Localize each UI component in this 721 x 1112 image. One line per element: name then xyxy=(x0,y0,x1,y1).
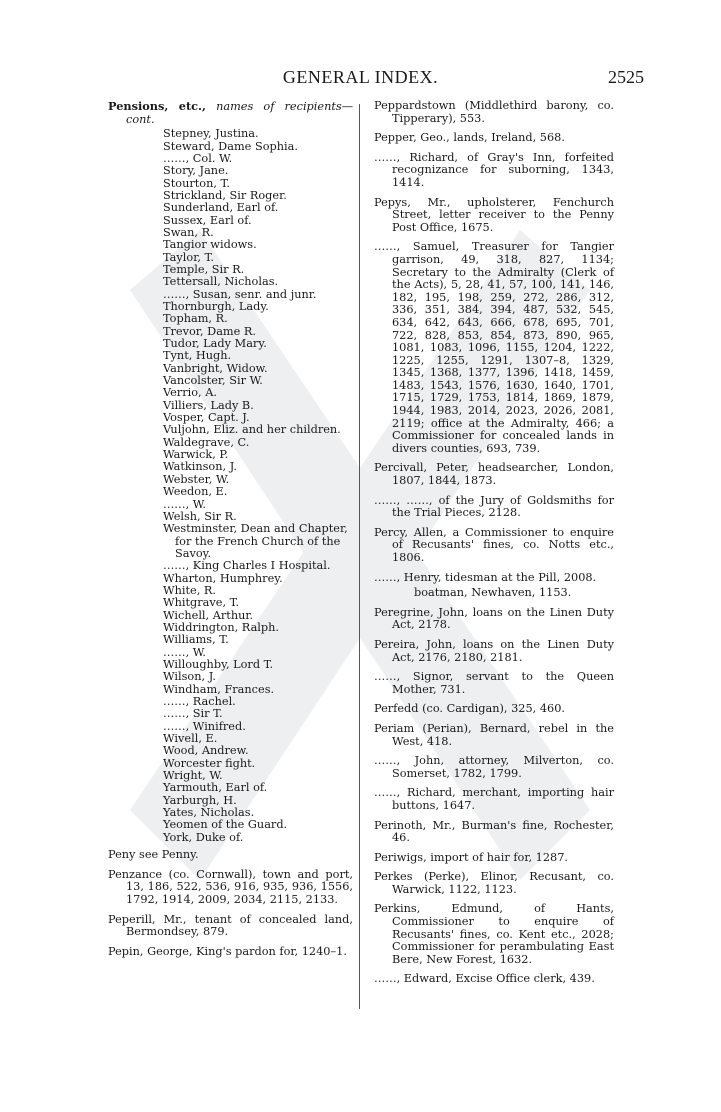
index-entry: ……, Henry, tidesman at the Pill, 2008. xyxy=(374,570,597,584)
list-item: Stourton, T. xyxy=(163,176,231,190)
left-column xyxy=(108,100,353,965)
list-item: Vancolster, Sir W. xyxy=(163,374,263,388)
list-item: Vuljohn, Eliz. and her children. xyxy=(163,423,341,437)
index-entry: Perkes (Perke), Elinor, Recusant, co. Warwick, 1122, 1123. xyxy=(374,870,614,896)
list-item: Welsh, Sir R. xyxy=(163,509,237,523)
index-entry: Penzance (co. Cornwall), town and port, 13, 186, 522, 536, 916, 935, 936, 1556, 1792, 1914, 2009, 2034, 2115, 2133. xyxy=(108,867,353,906)
list-item: Wichell, Arthur. xyxy=(163,608,254,622)
list-item: ……, Winifred. xyxy=(163,719,246,733)
list-item: York, Duke of. xyxy=(163,830,244,844)
index-entry: ……, Signor, servant to the Queen Mother, 731. xyxy=(374,670,614,696)
column-divider xyxy=(359,104,360,1009)
index-entry: Perkins, Edmund, of Hants, Commissioner to enquire of Recusants' fines, co. Kent etc., 2028; Commissioner for perambulating East Bere, New Forest, 1632. xyxy=(374,902,614,966)
list-item: ……, King Charles I Hospital. xyxy=(163,559,331,573)
list-item: Weedon, E. xyxy=(163,485,228,499)
list-item: ……, Susan, senr. and junr. xyxy=(163,287,317,301)
index-entry: Pepys, Mr., upholsterer, Fenchurch Street, letter receiver to the Penny Post Office, 1675. xyxy=(374,195,614,234)
index-entry: Peperill, Mr., tenant of concealed land, Bermondsey, 879. xyxy=(108,912,353,939)
list-item: Webster, W. xyxy=(163,472,230,486)
index-entry: ……, John, attorney, Milverton, co. Somerset, 1782, 1799. xyxy=(374,754,614,780)
list-item: Thornburgh, Lady. xyxy=(163,300,269,313)
list-item: Yates, Nicholas. xyxy=(163,806,255,820)
list-item: Westminster, Dean and Chapter, for the French Church of the Savoy. xyxy=(163,522,348,560)
list-item: Yarburgh, H. xyxy=(163,793,237,807)
index-entry: ……, ……, of the Jury of Goldsmiths for the Trial Pieces, 2128. xyxy=(374,493,614,520)
list-item: Windham, Frances. xyxy=(163,682,275,696)
list-item: Verrio, A. xyxy=(163,386,217,400)
index-entry: Peppardstown (Middlethird barony, co. Tipperary), 553. xyxy=(374,99,614,125)
list-item: Yeomen of the Guard. xyxy=(163,818,288,832)
page-number: 2525 xyxy=(608,67,644,87)
list-item: Vanbright, Widow. xyxy=(163,361,268,375)
index-entry: ……, Richard, merchant, importing hair buttons, 1647. xyxy=(374,786,614,812)
index-entry: Peny see Penny. xyxy=(108,848,199,862)
index-entry-pensions xyxy=(108,100,353,126)
list-item: Story, Jane. xyxy=(163,164,229,178)
index-entry: Periam (Perian), Bernard, rebel in the West, 418. xyxy=(374,721,614,748)
list-item: ……, Col. W. xyxy=(163,151,233,165)
index-entry: Pereira, John, loans on the Linen Duty Act, 2176, 2180, 2181. xyxy=(374,637,614,664)
entry-continuation: names of recipients—cont. xyxy=(126,100,353,126)
list-item: Yarmouth, Earl of. xyxy=(163,781,268,795)
list-item: Wright, W. xyxy=(163,769,223,783)
list-item: Swan, R. xyxy=(163,225,214,239)
list-item: ……, W. xyxy=(163,497,207,511)
list-item: Watkinson, J. xyxy=(163,460,237,474)
list-item: Villiers, Lady B. xyxy=(163,398,254,412)
index-entry: Percivall, Peter, headsearcher, London, 1807, 1844, 1873. xyxy=(374,461,614,488)
list-item: Wivell, E. xyxy=(163,732,218,746)
index-entry: Percy, Allen, a Commissioner to enquire of Recusants' fines, co. Notts etc., 1806. xyxy=(374,525,614,564)
list-item: Sunderland, Earl of. xyxy=(163,201,279,215)
list-item: ……, Sir T. xyxy=(163,707,223,721)
index-entry: Perfedd (co. Cardigan), 325, 460. xyxy=(374,702,565,716)
list-item: Warwick, P. xyxy=(163,448,229,462)
index-entry: ……, Samuel, Treasurer for Tangier garrison, 49, 318, 827, 1134; Secretary to the Admiralty (Clerk of the Acts), 5, 28, 41, 57, 100, 141, 146, 182, 195, 198, 259, 272, 286, 312, 336, 351, 384, 394, 487, 532, 545, 634, 642, 643, 666, 678, 695, 701, 722, 828, 853, 854, 873, 890, 965, 1081, 1083, 1096, 1155, 1204, 1222, 1225, 1255, 1291, 1307–8, 1329, 1345, 1368, 1377, 1396, 1418, 1459, 1483, 1543, 1576, 1630, 1640, 1701, 1715, 1729, 1753, 1814, 1869, 1879, 1944, 1983, 2014, 2023, 2026, 2081, 2119; office at the Admiralty, 466; a Commissioner for concealed lands in divers counties, 693, 739. xyxy=(374,240,614,455)
index-entry: Periwigs, import of hair for, 1287. xyxy=(374,850,569,864)
index-entry: ……, Richard, of Gray's Inn, forfeited recognizance for suborning, 1343, 1414. xyxy=(374,150,614,189)
list-item: Willoughby, Lord T. xyxy=(163,657,274,671)
entry-heading: Pensions, etc., xyxy=(108,99,206,113)
list-item: Taylor, T. xyxy=(163,250,214,264)
list-item: Whitgrave, T. xyxy=(163,596,240,610)
list-item: Waldegrave, C. xyxy=(163,435,250,449)
list-item: Williams, T. xyxy=(163,633,229,647)
list-item: Wilson, J. xyxy=(163,670,216,684)
index-entry: Pepper, Geo., lands, Ireland, 568. xyxy=(374,131,565,145)
list-item: Tudor, Lady Mary. xyxy=(163,337,267,351)
list-item: ……, Rachel. xyxy=(163,695,236,708)
index-entry: Peregrine, John, loans on the Linen Duty Act, 2178. xyxy=(374,605,614,632)
list-item: Tynt, Hugh. xyxy=(163,349,232,363)
page-title: GENERAL INDEX. xyxy=(282,67,439,87)
list-item: Trevor, Dame R. xyxy=(163,324,257,338)
list-item: Worcester fight. xyxy=(163,756,256,770)
index-entry: Perinoth, Mr., Burman's fine, Rochester, 46. xyxy=(374,818,614,845)
list-item: Stepney, Justina. xyxy=(163,127,259,141)
list-item: Widdrington, Ralph. xyxy=(163,620,280,634)
list-item: Wharton, Humphrey. xyxy=(163,571,283,585)
list-item: Temple, Sir R. xyxy=(163,262,245,276)
list-item: Vosper, Capt. J. xyxy=(163,411,250,425)
list-item: Sussex, Earl of. xyxy=(163,213,252,227)
pension-recipients-list xyxy=(163,128,353,844)
list-item: Steward, Dame Sophia. xyxy=(163,139,298,153)
list-item: Tettersall, Nicholas. xyxy=(163,275,279,289)
list-item: ……, W. xyxy=(163,645,207,659)
index-entry: ……, Edward, Excise Office clerk, 439. xyxy=(374,972,595,986)
list-item: Strickland, Sir Roger. xyxy=(163,188,287,202)
list-item: White, R. xyxy=(163,583,217,597)
index-entry: Pepin, George, King's pardon for, 1240–1. xyxy=(108,944,347,958)
right-column xyxy=(374,100,614,993)
list-item: Tangior widows. xyxy=(163,238,257,252)
index-entry-detail: boatman, Newhaven, 1153. xyxy=(414,586,572,600)
list-item: Wood, Andrew. xyxy=(163,744,249,758)
list-item: Topham, R. xyxy=(163,312,228,326)
